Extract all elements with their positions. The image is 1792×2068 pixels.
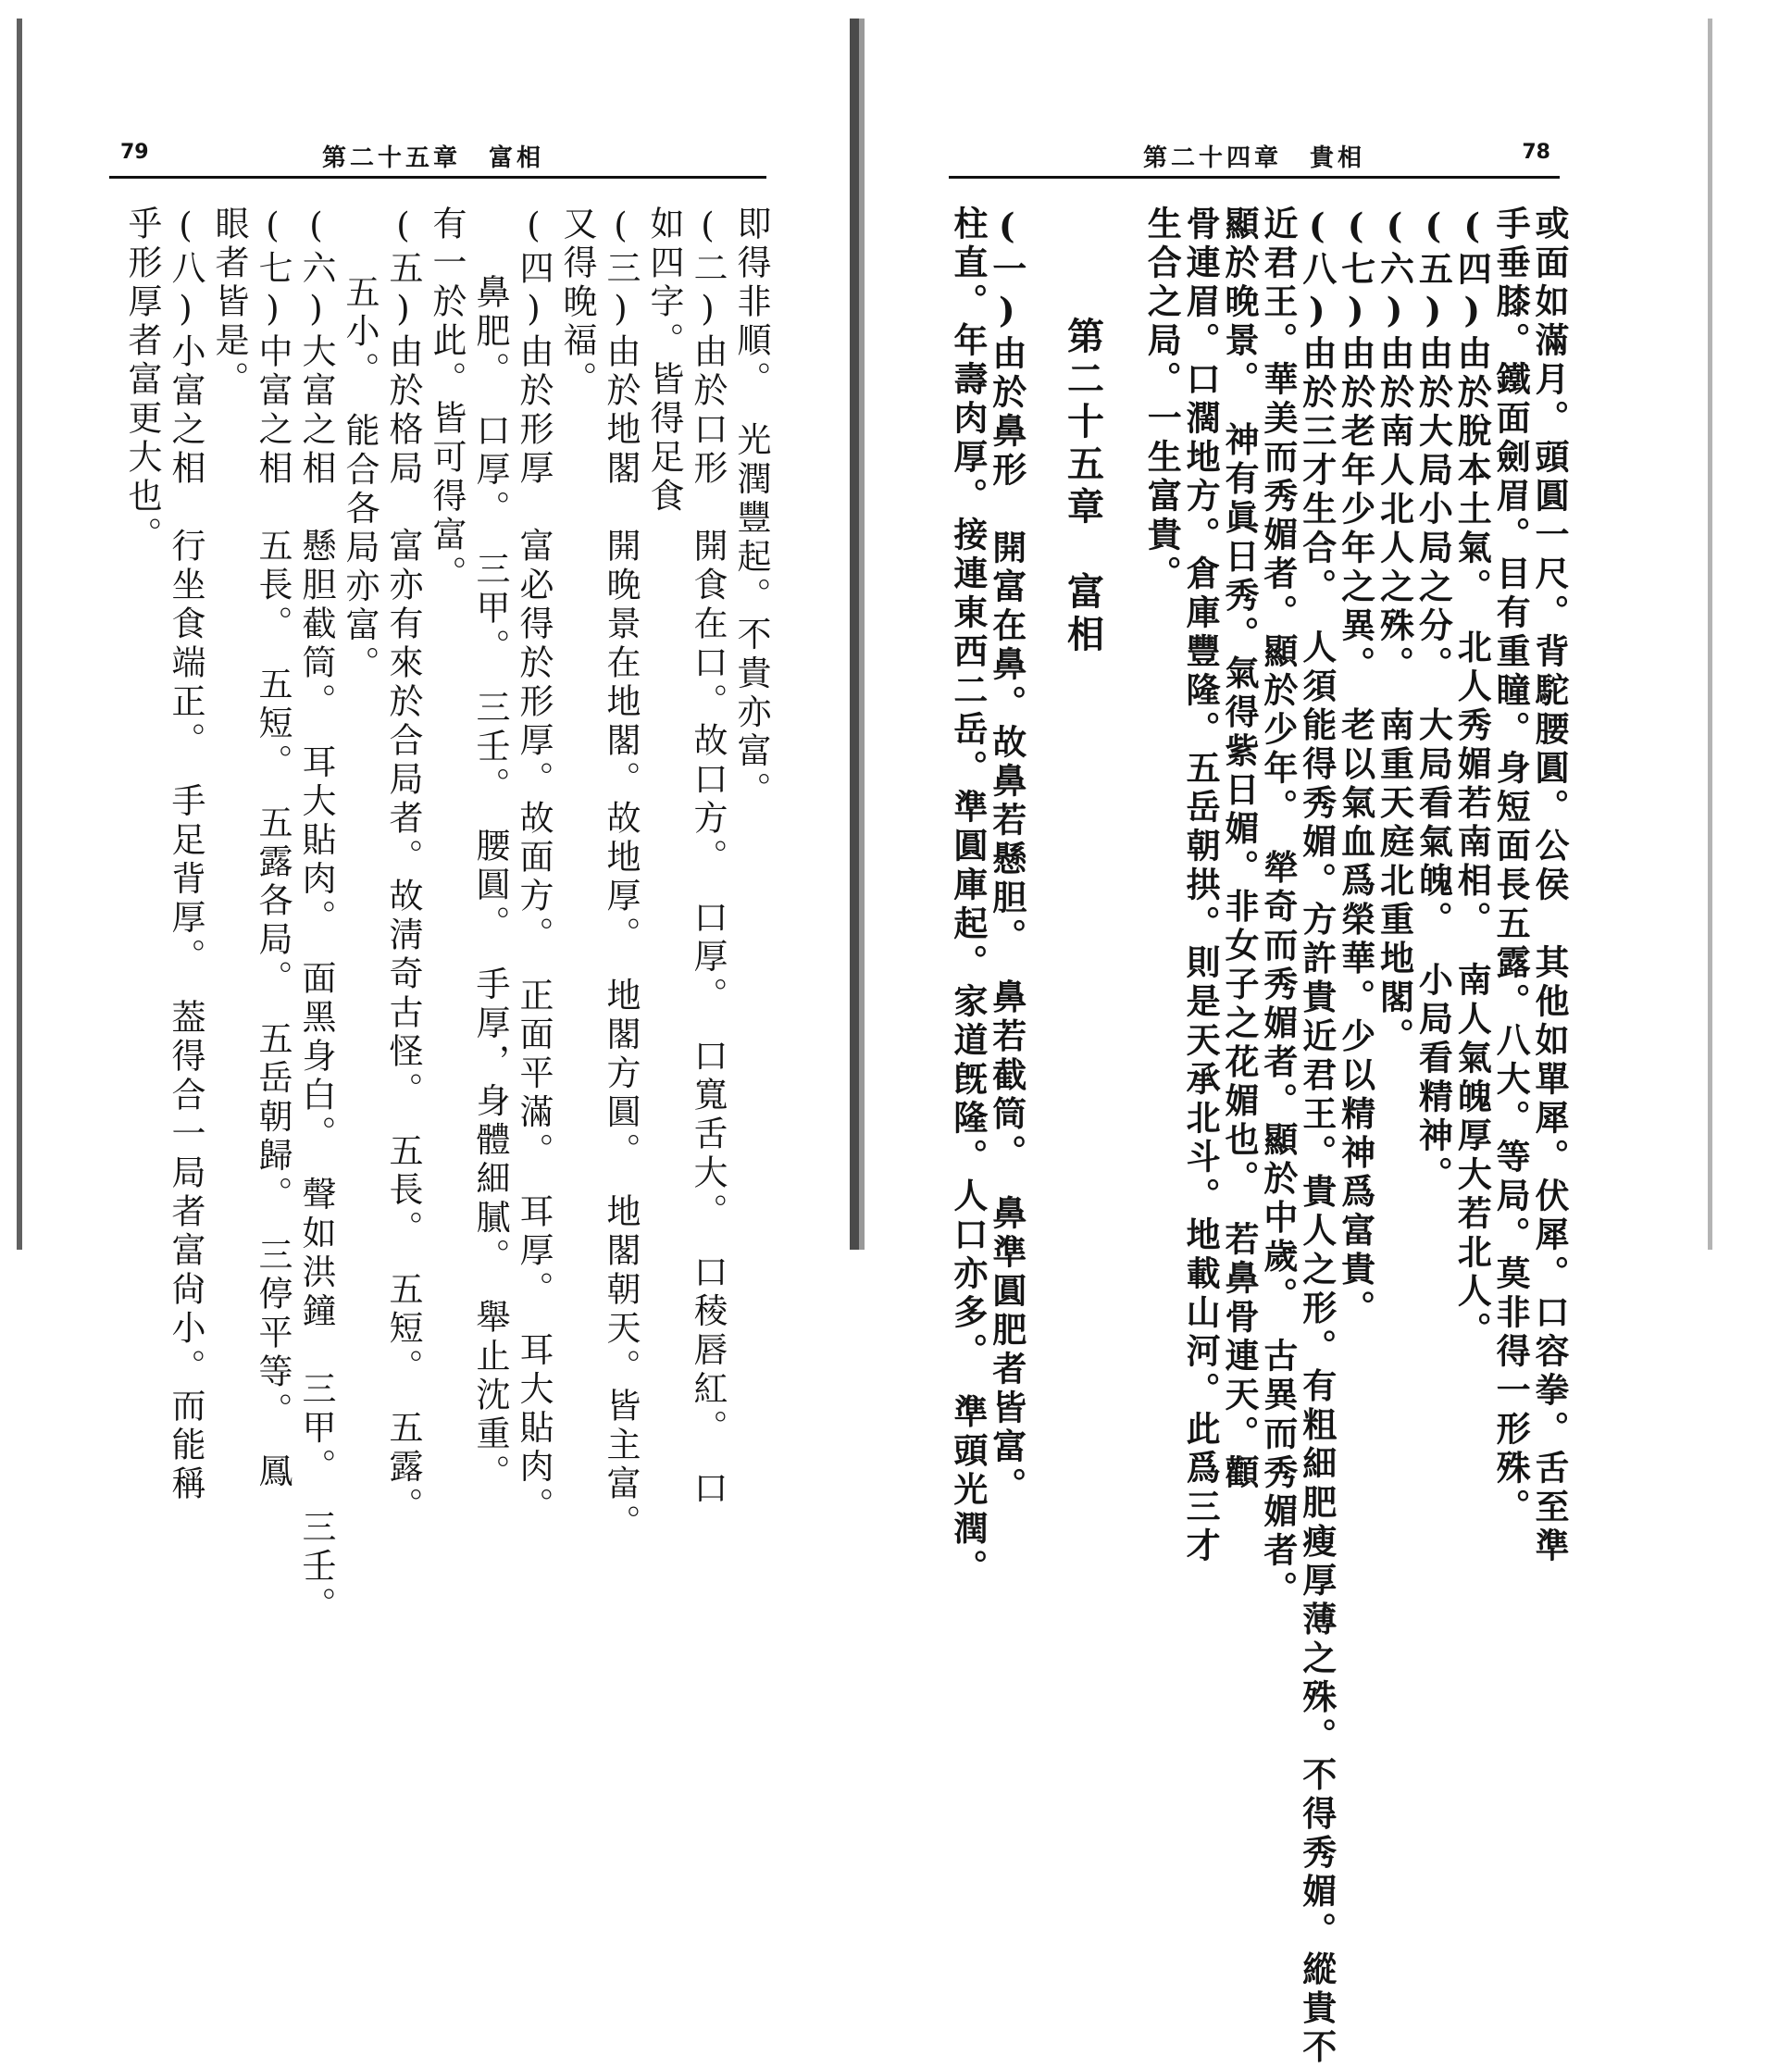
text-column: 手垂膝。鐵面劍眉。目有重瞳。身短面長五露。八大。等局。莫非得一形殊。 xyxy=(1490,206,1532,1527)
right-page-header xyxy=(949,139,1560,179)
text-column: (一)由於鼻形 開富在鼻。故鼻若懸胆。 鼻若截筒。 鼻準圓肥者皆富。 xyxy=(986,206,1027,1506)
text-column: 眼者皆是。 xyxy=(209,206,249,400)
text-column: (五)由於大局小局之分。 大局看氣魄。 小局看精神。 xyxy=(1412,206,1454,1195)
text-column: (六)由於南人北人之殊。 南重天庭北重地閣。 xyxy=(1374,206,1415,1057)
text-column: 如四字。皆得足食 xyxy=(644,206,684,517)
text-column: 顯於晚景。 神有眞日秀。氣得紫日媚。非女子之花媚也。 若鼻骨連天。顴 xyxy=(1219,206,1260,1493)
running-title-right: 第二十四章 貴相 xyxy=(1143,144,1366,172)
text-column: (四)由於形厚 富必得於形厚。故面方。 正面平滿。 耳厚。 耳大貼肉。 xyxy=(514,206,554,1526)
text-column: (五)由於格局 富亦有來於合局者。故淸奇古怪。 五長。 五短。 五露。 xyxy=(383,206,423,1526)
text-column: 五小。 能合各局亦富。 xyxy=(340,274,380,685)
column-spacer xyxy=(1101,206,1140,1224)
page-number-left: 79 xyxy=(120,141,149,164)
text-column: 即得非順。 光潤豐起。不貴亦富。 xyxy=(731,206,771,811)
text-column: (三)由於地閣 開晚景在地閣。故地厚。 地閣方圓。 地閣朝天。皆主富。 xyxy=(601,206,641,1543)
text-column: 又得晚福。 xyxy=(557,206,597,400)
column-spacer xyxy=(1024,206,1063,1224)
text-column: 乎形厚者富更大也。 xyxy=(122,206,162,555)
text-column: 骨連眉。口濶地方。倉庫豐隆。五岳朝拱。則是天承北斗。地載山河。此爲三才 xyxy=(1180,206,1222,1566)
text-column: 或面如滿月。頭圓一尺。背駝腰圓。公侯 其他如單犀。伏犀。口容拳。舌至準 xyxy=(1529,206,1570,1566)
text-column: 鼻肥。 口厚。 三甲。 三壬。 腰圓。 手厚，身體細膩。 舉止沈重。 xyxy=(470,274,510,1493)
chapter-heading: 第二十五章 富相 xyxy=(1061,317,1105,657)
left-page-text xyxy=(93,206,771,1626)
text-column: (八)由於三才生合。 人須能得秀媚。方許貴近君王。貴人之形。有粗細肥瘦厚薄之殊。不得秀媚。縱貴不 xyxy=(1296,206,1338,2068)
text-column: (四)由於脫本土氣。 北人秀媚若南相。 南人氣魄厚大若北人。 xyxy=(1451,206,1493,1351)
left-page-header xyxy=(109,139,766,179)
text-column: (七)中富之相 五長。 五短。 五露各局。 五岳朝歸。 三停平等。 鳳 xyxy=(253,206,292,1492)
text-column: 近君王。華美而秀媚者。顯於少年。 犖奇而秀媚者。顯於中歲。 古異而秀媚者。 xyxy=(1257,206,1299,1610)
right-page-text xyxy=(946,206,1570,2068)
text-column: 有一於此。皆可得富。 xyxy=(427,206,467,594)
text-column: (七)由於老年少年之異。 老以氣血爲榮華。少以精神爲富貴。 xyxy=(1335,206,1376,1329)
running-title-left: 第二十五章 富相 xyxy=(322,144,545,172)
text-column: (六)大富之相 懸胆截筒。 耳大貼肉。 面黑身白。 聲如洪鐘 三甲。 三壬。 xyxy=(296,206,336,1626)
text-column: (二)由於口形 開食在口。故口方。 口厚。 口寬舌大。 口稜唇紅。 口 xyxy=(688,206,728,1509)
page-number-right: 78 xyxy=(1522,141,1550,164)
text-column: (八)小富之相 行坐食端正。 手足背厚。 葢得合一局者富尙小。而能稱 xyxy=(166,206,205,1504)
right-page xyxy=(870,0,1792,2068)
text-column: 生合之局。一生富貴。 xyxy=(1141,206,1183,594)
left-page xyxy=(0,0,861,1626)
text-column: 柱直。年壽肉厚。接連東西二岳。準圓庫起。家道旣隆。人口亦多。 準頭光潤。 xyxy=(947,206,989,1588)
